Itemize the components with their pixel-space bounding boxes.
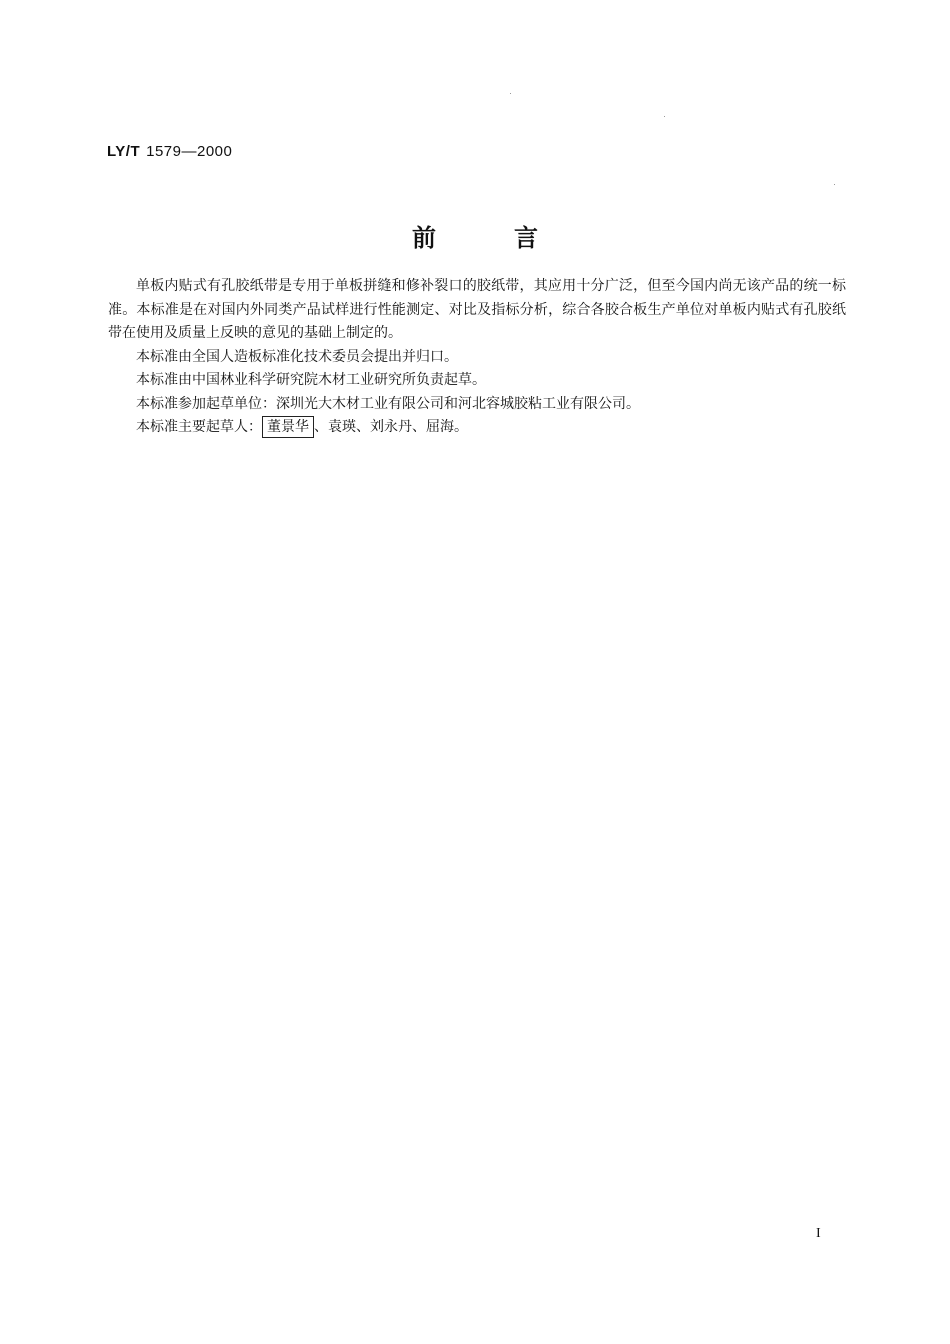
paragraph-proposer: 本标准由全国人造板标准化技术委员会提出并归口。	[136, 348, 458, 365]
foreword-body	[108, 275, 846, 440]
page-title: 前言	[412, 224, 616, 252]
scan-speck	[664, 116, 665, 117]
scan-speck	[834, 184, 835, 185]
document-code-prefix: LY/T	[107, 143, 141, 160]
paragraph-participating-units: 本标准参加起草单位：深圳光大木材工业有限公司和河北容城胶粘工业有限公司。	[136, 395, 640, 412]
drafters-prefix: 本标准主要起草人：	[136, 419, 262, 435]
paragraph-drafters	[108, 416, 846, 440]
drafters-rest: 、袁瑛、刘永丹、屈海。	[314, 419, 468, 435]
paragraph-drafting-org: 本标准由中国林业科学研究院木材工业研究所负责起草。	[136, 372, 486, 388]
drafter-boxed-name: 董景华	[262, 416, 314, 438]
paragraph-intro: 单板内贴式有孔胶纸带是专用于单板拼缝和修补裂口的胶纸带，其应用十分广泛，但至今国内尚无该产品的统一标准。本标准是在对国内外同类产品试样进行性能测定、对比及指标分析，综合各胶合板生产单位对单板内贴式有孔胶纸带在使用及质量上反映的意见的基础上制定的。	[108, 278, 846, 341]
scan-speck	[510, 93, 511, 94]
document-code-number: 1579—2000	[146, 143, 233, 160]
page-number: I	[816, 1226, 821, 1241]
document-code	[107, 143, 232, 160]
